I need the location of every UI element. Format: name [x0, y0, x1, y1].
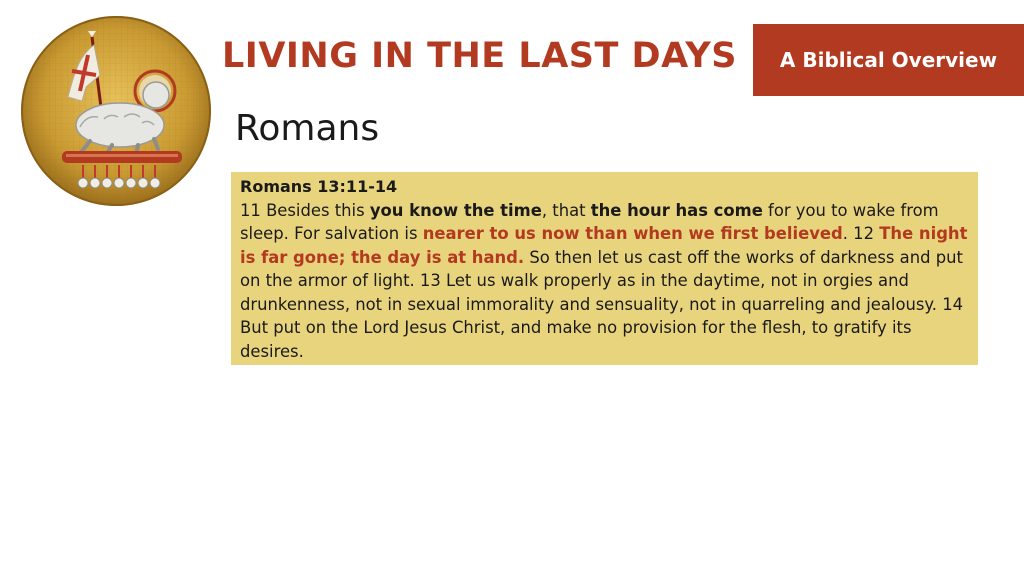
passage-text-segment: 11 Besides this	[240, 200, 370, 220]
passage-text-segment: . 12	[842, 224, 880, 243]
slide-subtitle: Romans	[235, 108, 380, 149]
series-badge	[753, 24, 1024, 96]
passage-text-segment: for you to wake from sleep. For salvation is	[240, 200, 939, 243]
passage-text-segment: , that	[541, 200, 591, 220]
presentation-title: LIVING IN THE LAST DAYS	[222, 36, 737, 76]
passage-emphasis: you know the time	[369, 200, 542, 220]
passage-text	[240, 199, 978, 364]
passage-emphasis: the hour has come	[590, 200, 763, 220]
passage-text-segment: So then let us cast off the works of darkness and put on the armor of light. 13 Let us walk properly as in the daytime, not in orgies and drunkenness, not in sexual immorality and sensuality, not in quarreling and jealousy. 14 But put on the Lord Jesus Christ, and make no provision for the flesh, to gratify its desires.	[240, 247, 964, 361]
series-badge-label: A Biblical Overview	[779, 48, 998, 72]
scripture-passage	[231, 172, 978, 365]
passage-reference: Romans 13:11-14	[240, 177, 398, 196]
passage-highlight: The night is far gone; the day is at hand.	[240, 224, 968, 267]
lamb-of-god-mosaic-icon	[20, 15, 212, 207]
passage-highlight: nearer to us now than when we first believed	[422, 224, 843, 243]
